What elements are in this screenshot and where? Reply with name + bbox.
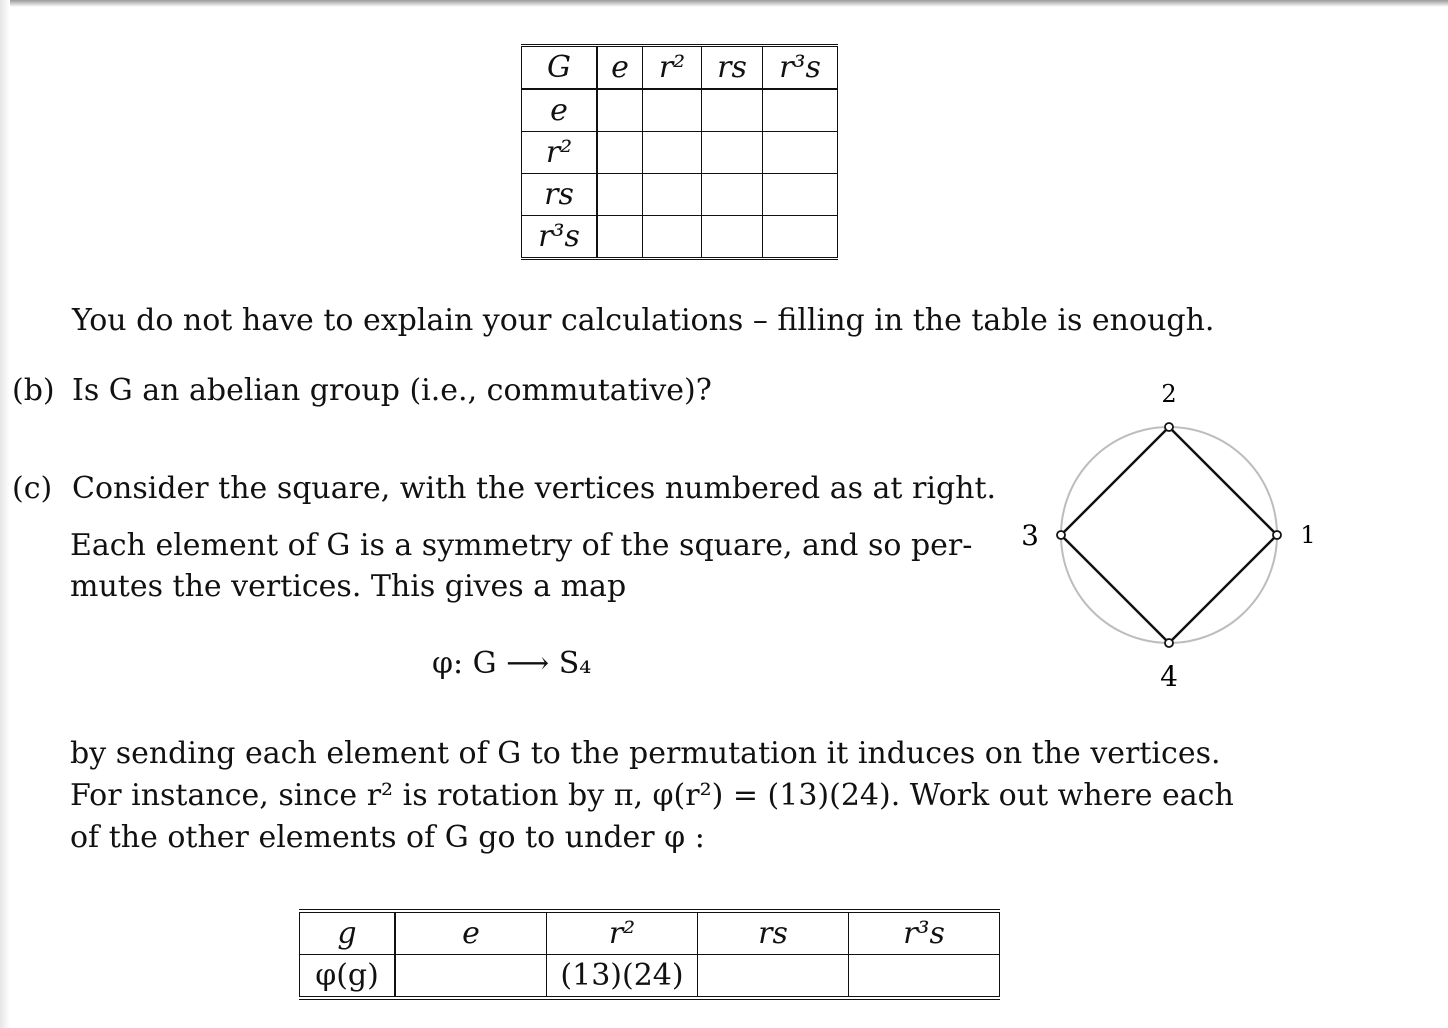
cayley-cell[interactable]	[597, 216, 643, 259]
phi-value-rs[interactable]	[698, 955, 849, 999]
cayley-cell[interactable]	[702, 174, 763, 216]
vertex-3-dot	[1057, 531, 1065, 539]
vertex-1-label: 1	[1300, 521, 1316, 549]
phi-col-e: e	[395, 911, 547, 955]
cayley-row-r3s: r³s	[522, 216, 598, 259]
page-left-shadow	[0, 0, 10, 1028]
vertex-4-dot	[1165, 639, 1173, 647]
cayley-cell[interactable]	[643, 132, 702, 174]
cayley-cell[interactable]	[597, 89, 643, 132]
cayley-col-e: e	[597, 46, 643, 90]
part-c-line4: by sending each element of G to the permutation it induces on the vertices.	[70, 736, 1221, 771]
part-b-question: Is G an abelian group (i.e., commutative)?	[72, 373, 712, 408]
cayley-cell[interactable]	[763, 89, 838, 132]
phi-value-e[interactable]	[395, 955, 547, 999]
vertex-1-dot	[1273, 531, 1281, 539]
cayley-row-r2: r²	[522, 132, 598, 174]
cayley-col-r3s: r³s	[763, 46, 838, 90]
cayley-cell[interactable]	[597, 174, 643, 216]
cayley-cell[interactable]	[763, 132, 838, 174]
part-c-line3: mutes the vertices. This gives a map	[70, 569, 627, 604]
vertex-2-dot	[1165, 423, 1173, 431]
circumscribed-circle	[1061, 427, 1277, 643]
cayley-row-e: e	[522, 89, 598, 132]
cayley-corner: G	[522, 46, 598, 90]
phi-col-r2: r²	[547, 911, 698, 955]
cayley-col-r2: r²	[643, 46, 702, 90]
cayley-cell[interactable]	[643, 89, 702, 132]
cayley-cell[interactable]	[763, 174, 838, 216]
part-c-line5: For instance, since r² is rotation by π, φ(r²) = (13)(24). Work out where each	[70, 778, 1234, 813]
vertex-2-label: 2	[1161, 380, 1177, 408]
part-c-line2: Each element of G is a symmetry of the square, and so per-	[70, 528, 973, 563]
cayley-row-rs: rs	[522, 174, 598, 216]
phi-table	[299, 909, 1000, 1000]
cayley-cell[interactable]	[702, 216, 763, 259]
cayley-table	[521, 44, 838, 260]
instruction-note: You do not have to explain your calculations – filling in the table is enough.	[72, 303, 1215, 338]
phi-value-r3s[interactable]	[849, 955, 1000, 999]
part-c-label: (c)	[12, 471, 53, 506]
phi-value-r2[interactable]: (13)(24)	[547, 955, 698, 999]
part-c-line1: Consider the square, with the vertices numbered as at right.	[72, 471, 997, 506]
phi-value-label: φ(g)	[300, 955, 396, 999]
cayley-cell[interactable]	[597, 132, 643, 174]
part-c-line6: of the other elements of G go to under φ :	[70, 820, 705, 855]
cayley-cell[interactable]	[763, 216, 838, 259]
map-definition: φ: G ⟶ S₄	[432, 646, 592, 681]
phi-col-r3s: r³s	[849, 911, 1000, 955]
cayley-cell[interactable]	[702, 89, 763, 132]
cayley-cell[interactable]	[702, 132, 763, 174]
page-top-shadow	[0, 0, 1448, 7]
vertex-4-label: 4	[1160, 660, 1178, 693]
cayley-cell[interactable]	[643, 174, 702, 216]
vertex-3-label: 3	[1021, 519, 1039, 552]
phi-col-rs: rs	[698, 911, 849, 955]
square-diagram	[1000, 370, 1340, 700]
square-shape	[1061, 427, 1277, 643]
cayley-col-rs: rs	[702, 46, 763, 90]
phi-header-label: g	[300, 911, 396, 955]
part-b-label: (b)	[12, 373, 55, 408]
cayley-cell[interactable]	[643, 216, 702, 259]
